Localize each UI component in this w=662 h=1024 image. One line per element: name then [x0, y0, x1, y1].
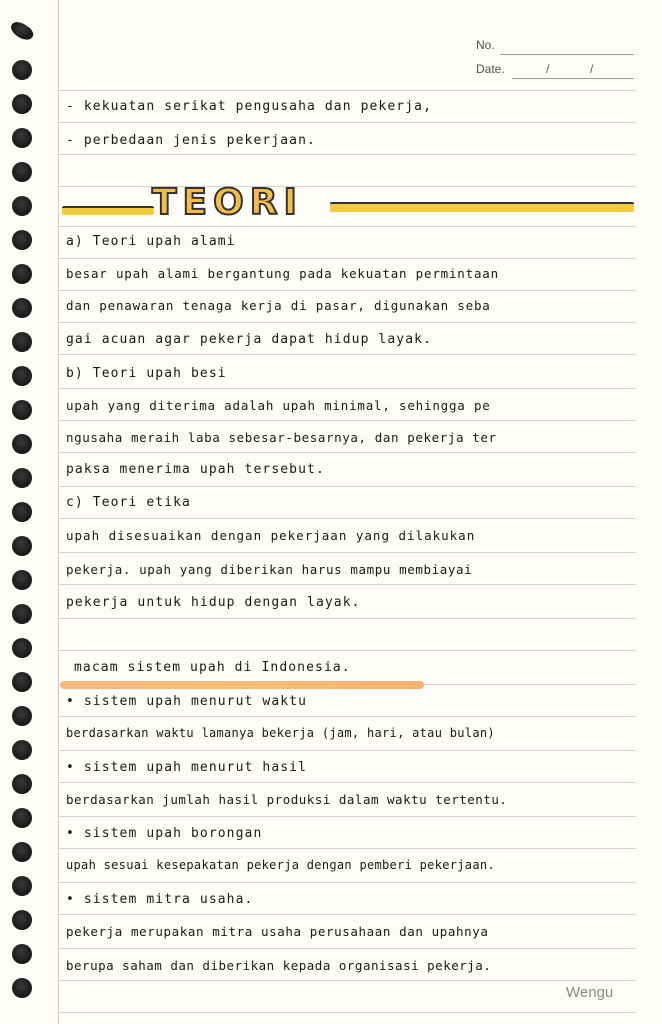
note-line: ngusaha meraih laba sebesar-besarnya, dan pekerja ter — [66, 430, 497, 445]
ruled-line — [58, 782, 636, 783]
ruled-line — [58, 882, 636, 883]
note-line: upah disesuaikan dengan pekerjaan yang dilakukan — [66, 528, 476, 543]
note-line: • sistem mitra usaha. — [66, 892, 254, 907]
note-line: pekerja merupakan mitra usaha perusahaan dan upahnya — [66, 924, 489, 939]
binder-hole — [12, 536, 32, 556]
binder-hole — [12, 230, 32, 250]
ruled-line — [58, 388, 636, 389]
ruled-line — [58, 848, 636, 849]
note-line: gai acuan agar pekerja dapat hidup layak. — [66, 332, 432, 347]
binder-hole — [12, 638, 32, 658]
binder-hole — [12, 298, 32, 318]
ruled-line — [58, 816, 636, 817]
binder-hole — [12, 502, 32, 522]
binder-hole — [12, 264, 32, 284]
ruled-line — [58, 650, 636, 651]
binder-hole — [12, 366, 32, 386]
binder-hole — [12, 400, 32, 420]
binder-hole — [12, 94, 32, 114]
note-line: a) Teori upah alami — [66, 234, 236, 249]
title-underline-right — [330, 202, 634, 212]
no-label: No. — [476, 38, 495, 52]
binder-hole — [12, 128, 32, 148]
watermark: Wengu — [566, 984, 614, 1001]
binder-holes — [6, 0, 36, 1024]
ruled-line — [58, 90, 636, 91]
binder-hole — [8, 18, 36, 43]
note-line: pekerja untuk hidup dengan layak. — [66, 595, 361, 610]
note-line: - perbedaan jenis pekerjaan. — [66, 133, 316, 148]
note-line: besar upah alami bergantung pada kekuatan permintaan — [66, 266, 499, 281]
date-separator: / — [546, 62, 550, 76]
note-line: dan penawaran tenaga kerja di pasar, digunakan seba — [66, 298, 491, 313]
note-line: b) Teori upah besi — [66, 366, 227, 381]
ruled-line — [58, 948, 636, 949]
note-line: paksa menerima upah tersebut. — [66, 462, 325, 477]
date-line — [512, 78, 634, 79]
note-line: pekerja. upah yang diberikan harus mampu membiayai — [66, 562, 473, 577]
ruled-line — [58, 914, 636, 915]
ruled-line — [58, 420, 636, 421]
note-line: berdasarkan waktu lamanya bekerja (jam, hari, atau bulan) — [66, 726, 495, 740]
binder-hole — [12, 740, 32, 760]
ruled-line — [58, 750, 636, 751]
note-line: • sistem upah menurut waktu — [66, 694, 308, 709]
ruled-line — [58, 980, 636, 981]
ruled-line — [58, 716, 636, 717]
binder-hole — [12, 978, 32, 998]
binder-hole — [12, 60, 32, 80]
binder-hole — [12, 162, 32, 182]
binder-hole — [12, 842, 32, 862]
note-line: - kekuatan serikat pengusaha dan pekerja, — [66, 99, 432, 114]
ruled-line — [58, 122, 636, 123]
note-line: c) Teori etika — [66, 495, 191, 510]
note-line: berdasarkan jumlah hasil produksi dalam waktu tertentu. — [66, 792, 508, 807]
binder-hole — [12, 468, 32, 488]
ruled-line — [58, 486, 636, 487]
ruled-line — [58, 258, 636, 259]
binder-hole — [12, 570, 32, 590]
binder-hole — [12, 604, 32, 624]
title-underline-left — [62, 206, 154, 215]
binder-hole — [12, 808, 32, 828]
ruled-line — [58, 584, 636, 585]
date-separator: / — [590, 62, 594, 76]
title-banner — [58, 180, 648, 230]
highlighter-stroke — [60, 681, 424, 689]
ruled-line — [58, 354, 636, 355]
ruled-line — [58, 1012, 636, 1013]
binder-hole — [12, 434, 32, 454]
note-line: upah yang diterima adalah upah minimal, sehingga pe — [66, 398, 491, 413]
note-line: berupa saham dan diberikan kepada organisasi pekerja. — [66, 958, 492, 973]
binder-hole — [12, 910, 32, 930]
section-subheading: macam sistem upah di Indonesia. — [74, 660, 351, 675]
note-line: upah sesuai kesepakatan pekerja dengan pemberi pekerjaan. — [66, 858, 495, 872]
binder-hole — [12, 196, 32, 216]
binder-hole — [12, 332, 32, 352]
ruled-line — [58, 552, 636, 553]
binder-hole — [12, 876, 32, 896]
note-line: • sistem upah menurut hasil — [66, 760, 308, 775]
note-line: • sistem upah borongan — [66, 826, 263, 841]
date-label: Date. — [476, 62, 505, 76]
section-title: TEORI — [152, 182, 303, 223]
binder-hole — [12, 944, 32, 964]
binder-hole — [12, 672, 32, 692]
ruled-line — [58, 618, 636, 619]
ruled-line — [58, 290, 636, 291]
ruled-line — [58, 452, 636, 453]
binder-hole — [12, 706, 32, 726]
ruled-line — [58, 518, 636, 519]
no-line — [500, 54, 634, 55]
binder-hole — [12, 774, 32, 794]
ruled-line — [58, 154, 636, 155]
ruled-line — [58, 322, 636, 323]
